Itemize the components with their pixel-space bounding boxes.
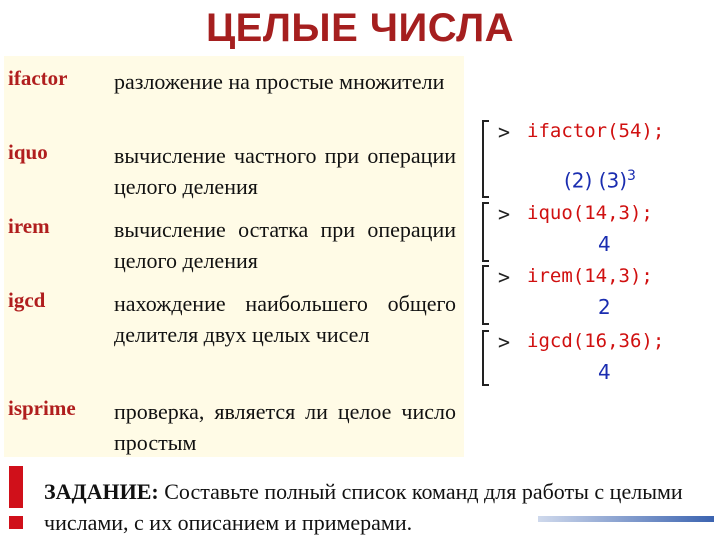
maple-prompt: > [498, 202, 511, 226]
execution-group-bracket [482, 330, 489, 386]
page-title: ЦЕЛЫЕ ЧИСЛА [205, 6, 515, 50]
exclamation-icon [6, 466, 26, 530]
command-description: нахождение наибольшего общего делителя двух целых чисел [114, 291, 456, 347]
task-text [44, 476, 684, 538]
execution-group-bracket [482, 120, 489, 198]
command-name: isprime [8, 396, 76, 420]
maple-prompt: > [498, 265, 511, 289]
command-name: ifactor [8, 66, 68, 90]
command-description: вычисление частного при операции целого деления [114, 143, 456, 199]
footer-gradient-bar [538, 516, 714, 522]
output-exponent: 3 [627, 168, 636, 184]
maple-prompt: > [498, 330, 511, 354]
maple-output: (2) $(3)^3$ [564, 168, 636, 193]
execution-group-bracket [482, 202, 489, 262]
maple-output: 2 [598, 295, 611, 319]
example-irem [478, 265, 714, 325]
maple-input[interactable]: iquo(14,3); [527, 202, 653, 224]
task-label: ЗАДАНИЕ: [44, 479, 159, 504]
maple-output: 4 [598, 360, 611, 384]
command-name: irem [8, 214, 50, 238]
command-description: проверка, является ли целое число простым [114, 399, 456, 455]
execution-group-bracket [482, 265, 489, 325]
maple-prompt: > [498, 120, 511, 144]
maple-input[interactable]: ifactor(54); [527, 120, 665, 142]
example-ifactor [478, 120, 714, 198]
maple-output: 4 [598, 232, 611, 256]
maple-input[interactable]: igcd(16,36); [527, 330, 665, 352]
command-name: iquo [8, 140, 48, 164]
command-description: вычисление остатка при операции целого деления [114, 217, 456, 273]
maple-input[interactable]: irem(14,3); [527, 265, 653, 287]
command-description: разложение на простые множители [114, 69, 445, 94]
example-iquo [478, 202, 714, 262]
commands-table [4, 56, 464, 457]
command-name: igcd [8, 288, 46, 312]
example-igcd [478, 330, 714, 386]
task-body: Составьте полный список команд для работы с целыми числами, с их описанием и примерами. [44, 479, 683, 535]
